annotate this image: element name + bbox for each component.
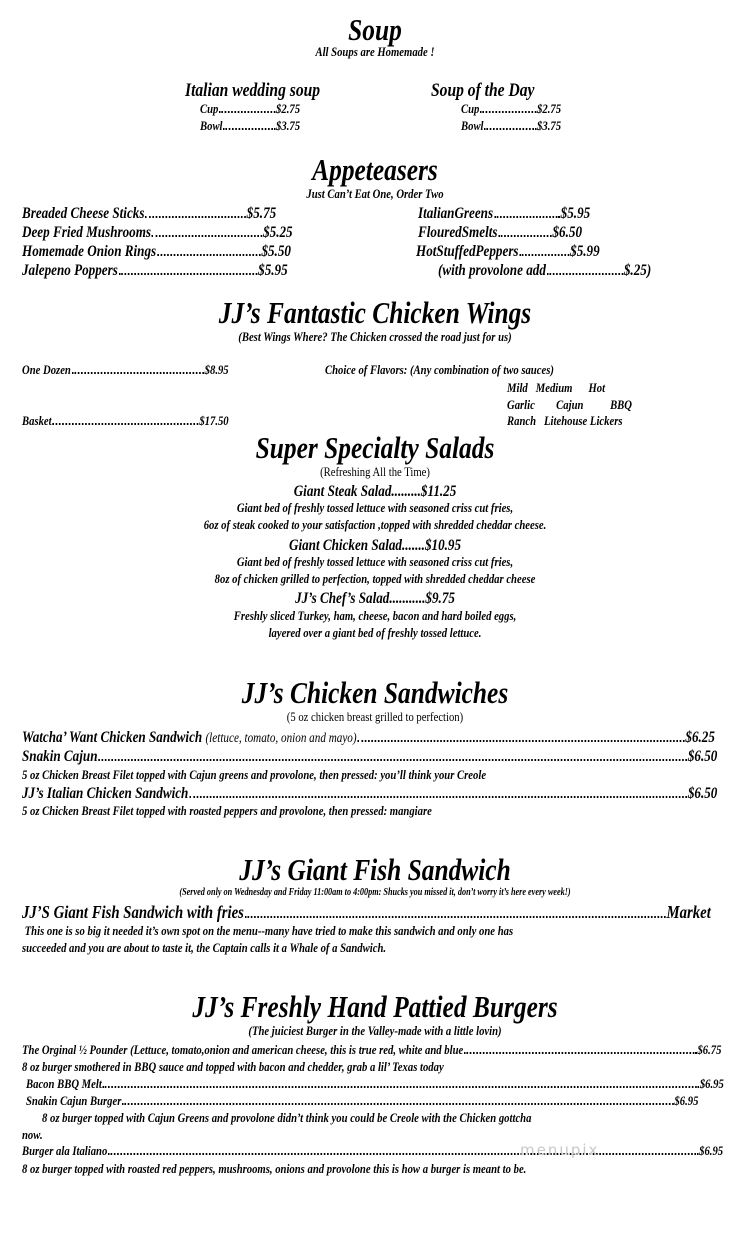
chicken-sandwiches-subtitle: (5 oz chicken breast grilled to perfection) bbox=[286, 709, 464, 724]
menu-item: Deep Fried Mushrooms $5.25 bbox=[22, 224, 293, 241]
menu-item: Snakin Cajun $6.50 bbox=[22, 748, 718, 765]
menu-item: JJ’s Italian Chicken Sandwich $6.50 bbox=[22, 785, 718, 802]
menu-item: HotStuffedPeppers $5.99 bbox=[416, 243, 600, 260]
salad-desc: Giant bed of freshly tossed lettuce with seasoned criss cut fries, bbox=[236, 554, 514, 569]
menu-item: Snakin Cajun Burger $6.95 bbox=[26, 1093, 699, 1108]
fish-title: JJ’s Giant Fish Sandwich bbox=[239, 852, 511, 887]
menu-item: Jalepeno Poppers $5.95 bbox=[22, 262, 288, 279]
soup-name: Italian wedding soup bbox=[185, 80, 321, 101]
menu-item: Basket $17.50 bbox=[22, 413, 229, 428]
flavor-row: Garlic Cajun BBQ bbox=[507, 397, 632, 412]
menu-item: ItalianGreens $5.95 bbox=[418, 205, 591, 222]
salad-desc: Freshly sliced Turkey, ham, cheese, bacon and hard boiled eggs, bbox=[233, 608, 517, 623]
menu-item: Homemade Onion Rings $5.50 bbox=[22, 243, 291, 260]
menu-item: One Dozen $8.95 bbox=[22, 362, 229, 377]
wings-title: JJ’s Fantastic Chicken Wings bbox=[218, 295, 532, 330]
menu-item: Bacon BBQ Melt $6.95 bbox=[26, 1076, 724, 1091]
flavors-label: Choice of Flavors: (Any combination of two sauces) bbox=[325, 362, 554, 377]
item-desc: 8 oz burger topped with Cajun Greens and provolone didn’t think you could be Creole with the Chicken gottcha bbox=[42, 1110, 532, 1125]
menu-item: FlouredSmelts $6.50 bbox=[418, 224, 582, 241]
soup-cup-price: Cup $2.75 bbox=[461, 101, 562, 116]
burgers-subtitle: (The juiciest Burger in the Valley-made with a little lovin) bbox=[248, 1023, 502, 1038]
soup-bowl-price: Bowl $3.75 bbox=[461, 118, 562, 133]
menu-item: Burger ala Italiano $6.95 bbox=[22, 1143, 724, 1158]
menu-item: The Orginal ½ Pounder (Lettuce, tomato,onion and american cheese, this is true red, white and blue $6.75 bbox=[22, 1042, 722, 1057]
flavor-row: Mild Medium Hot bbox=[507, 380, 606, 395]
salads-title: Super Specialty Salads bbox=[255, 430, 495, 465]
salad-desc: 6oz of steak cooked to your satisfaction ,topped with shredded cheddar cheese. bbox=[203, 517, 547, 532]
salads-subtitle: (Refreshing All the Time) bbox=[320, 464, 430, 479]
item-desc: succeeded and you are about to taste it, the Captain calls it a Whale of a Sandwich. bbox=[22, 940, 387, 955]
salad-item: JJ’s Chef’s Salad...........$9.75 bbox=[295, 590, 455, 607]
soup-subtitle: All Soups are Homemade ! bbox=[315, 44, 435, 59]
flavor-row: Ranch Litehouse Lickers bbox=[507, 413, 623, 428]
soup-cup-price: Cup $2.75 bbox=[200, 101, 301, 116]
salad-desc: layered over a giant bed of freshly tossed lettuce. bbox=[268, 625, 482, 640]
addon-item: (with provolone add $.25) bbox=[438, 262, 652, 279]
appetizers-subtitle: Just Can’t Eat One, Order Two bbox=[306, 186, 444, 201]
appetizers-title: Appeteasers bbox=[312, 152, 438, 187]
salad-item: Giant Chicken Salad.......$10.95 bbox=[288, 537, 462, 554]
item-desc: 8 oz burger smothered in BBQ sauce and topped with bacon and chedder, grab a lil’ Texas today bbox=[22, 1059, 444, 1074]
salad-desc: Giant bed of freshly tossed lettuce with seasoned criss cut fries, bbox=[236, 500, 514, 515]
item-desc: now. bbox=[22, 1127, 43, 1142]
watermark: menupix bbox=[520, 1141, 600, 1159]
item-desc: This one is so big it needed it’s own spot on the menu--many have tried to make this sandwich and only one has bbox=[22, 923, 514, 938]
wings-subtitle: (Best Wings Where? The Chicken crossed the road just for us) bbox=[238, 329, 512, 344]
menu-item: JJ’S Giant Fish Sandwich with fries Market bbox=[22, 902, 711, 922]
salad-item: Giant Steak Salad.........$11.25 bbox=[293, 483, 457, 500]
item-desc: 8 oz burger topped with roasted red peppers, mushrooms, onions and provolone this is how a burger is meant to be. bbox=[22, 1161, 527, 1176]
item-desc: 5 oz Chicken Breast Filet topped with roasted peppers and provolone, then pressed: mangiare bbox=[22, 803, 432, 818]
item-desc: 5 oz Chicken Breast Filet topped with Cajun greens and provolone, then pressed: you’ll think your Creole bbox=[22, 767, 487, 782]
menu-item: Watcha’ Want Chicken Sandwich (lettuce, tomato, onion and mayo) $6.25 bbox=[22, 729, 715, 746]
chicken-sandwiches-title: JJ’s Chicken Sandwiches bbox=[241, 675, 509, 710]
soup-name: Soup of the Day bbox=[431, 80, 535, 101]
soup-bowl-price: Bowl $3.75 bbox=[200, 118, 301, 133]
salad-desc: 8oz of chicken grilled to perfection, topped with shredded cheddar cheese bbox=[214, 571, 536, 586]
burgers-title: JJ’s Freshly Hand Pattied Burgers bbox=[192, 989, 558, 1024]
fish-subtitle: (Served only on Wednesday and Friday 11:00am to 4:00pm: Shucks you missed it, don’t worry it’s here every week!) bbox=[179, 887, 571, 898]
menu-item: Breaded Cheese Sticks $5.75 bbox=[22, 205, 277, 222]
soup-title: Soup bbox=[348, 12, 402, 47]
